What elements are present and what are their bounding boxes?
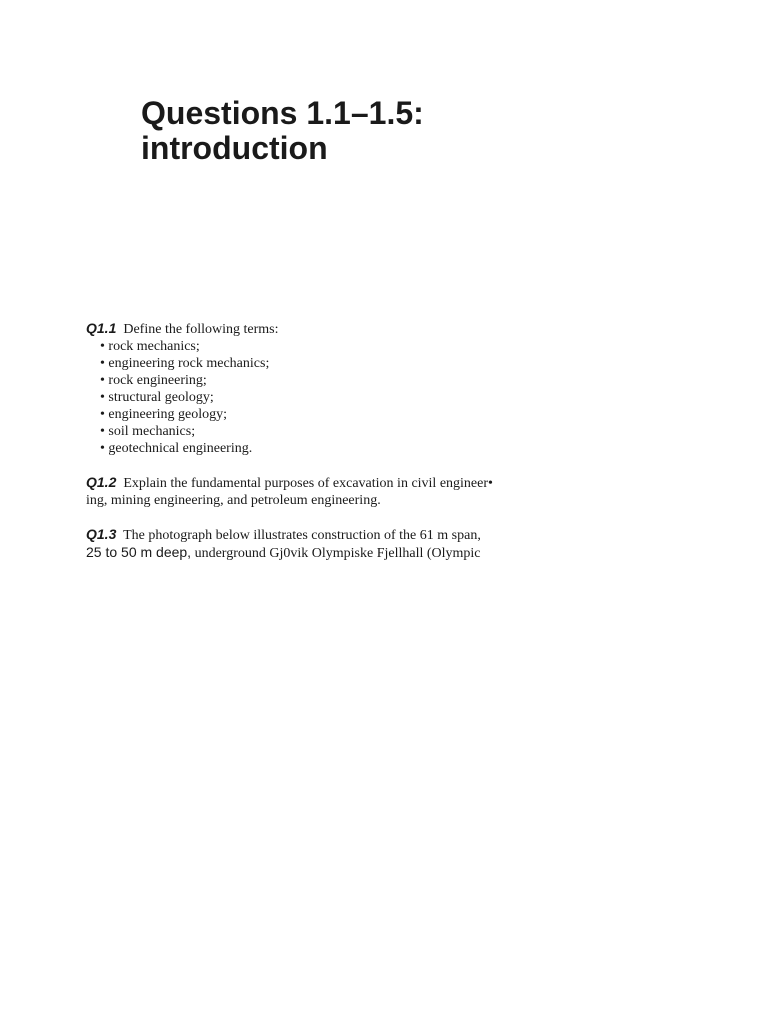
- term-item: • engineering rock mechanics;: [100, 355, 572, 372]
- term-item: • rock mechanics;: [100, 338, 572, 355]
- question-text-line-2: ing, mining engineering, and petroleum engineering.: [86, 493, 381, 508]
- question-text-line-2-lead: 25 to 50 m deep,: [86, 544, 192, 560]
- heading-line-1: Questions 1.1–1.5:: [141, 95, 424, 131]
- question-text-line-1: The photograph below illustrates construction of the 61 m span,: [123, 528, 481, 543]
- question-text: Define the following terms:: [123, 322, 279, 337]
- heading-line-2: introduction: [141, 130, 328, 166]
- term-item: • soil mechanics;: [100, 423, 572, 440]
- term-item: • rock engineering;: [100, 372, 572, 389]
- question-number: Q1.2: [86, 474, 117, 490]
- question-1-3: [86, 526, 572, 562]
- question-number: Q1.3: [86, 526, 117, 542]
- question-1-2: [86, 474, 572, 509]
- term-item: • engineering geology;: [100, 406, 572, 423]
- term-item: • structural geology;: [100, 389, 572, 406]
- question-number: Q1.1: [86, 320, 117, 336]
- question-1-1: [86, 320, 572, 457]
- chapter-heading: [141, 96, 424, 166]
- question-text-line-1: Explain the fundamental purposes of excavation in civil engineer•: [123, 476, 493, 491]
- term-item: • geotechnical engineering.: [100, 440, 572, 457]
- question-text-line-2-rest: underground Gj0vik Olympiske Fjellhall (Olympic: [194, 546, 481, 561]
- term-list: [86, 338, 572, 457]
